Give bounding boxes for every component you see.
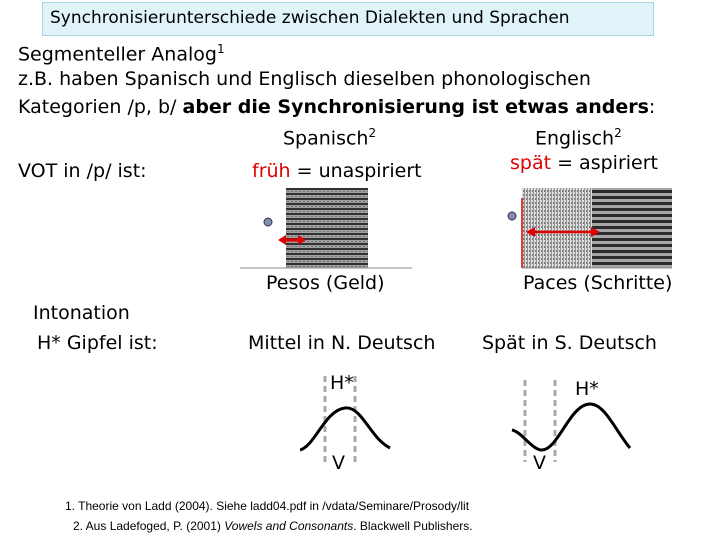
south-german-label: Spät in S. Deutsch [482,332,657,354]
spanish-header-label: Spanisch [283,127,369,150]
spanish-header-sup: 2 [368,126,377,140]
intonation-label: Intonation [33,302,130,324]
h-star-peak-label: H* Gipfel ist: [37,332,158,354]
intro-line-3-normal: Kategorien /p, b/ [18,96,183,118]
south-h-star: H* [575,378,599,400]
english-header-label: Englisch [535,127,615,150]
vot-english-late: spät [510,152,552,174]
north-h-star: H* [330,372,354,394]
footnote-2 [73,519,473,533]
slide-title: Synchronisierunterschiede zwischen Dialekten und Sprachen [50,8,570,28]
vot-label: VOT in /p/ ist: [18,160,147,182]
north-v: V [332,452,345,474]
intro-line-1-sup: 1 [216,42,225,56]
intro-line-2: z.B. haben Spanisch und Englisch dieselben phonologischen [18,68,591,90]
vot-spanish-rest: = unaspiriert [290,160,422,182]
spanish-spectrogram-shade [286,188,368,268]
english-word: Paces (Schritte) [523,272,673,294]
footnote-2-prefix: 2. Aus Ladefoged, P. (2001) [73,519,225,533]
english-vowel-region [592,188,672,268]
south-v: V [533,452,546,474]
intro-line-3-end: : [648,96,656,118]
north-pitch-curve [300,408,390,450]
intro-line-3 [18,96,655,118]
spanish-arrow-left-head [278,235,286,245]
spanish-word: Pesos (Geld) [266,272,385,294]
english-header [535,126,622,149]
vot-english [510,152,658,174]
intro-line-1-text: Segmenteller Analog [18,43,217,66]
spanish-spectrogram [240,188,412,268]
vot-spanish-early: früh [252,160,291,182]
footnote-2-suffix: . Blackwell Publishers. [353,519,473,533]
english-aspiration-region [522,188,592,268]
south-contour [512,380,630,462]
spanish-cursor-icon [264,218,272,226]
intro-line-1 [18,42,225,65]
south-pitch-curve [512,404,630,450]
english-spectrogram [508,188,672,268]
english-cursor-icon [508,212,516,220]
english-header-sup: 2 [614,126,622,140]
footnote-2-italic: Vowels and Consonants [224,519,354,533]
spanish-header [283,126,376,149]
spectrogram-figures [230,178,680,278]
vot-english-rest: = aspiriert [551,152,658,174]
north-german-label: Mittel in N. Deutsch [248,332,436,354]
intro-line-3-bold: aber die Synchronisierung ist etwas anders [182,96,649,118]
footnote-1: 1. Theorie von Ladd (2004). Siehe ladd04.pdf in /vdata/Seminare/Prosody/lit [65,499,470,513]
